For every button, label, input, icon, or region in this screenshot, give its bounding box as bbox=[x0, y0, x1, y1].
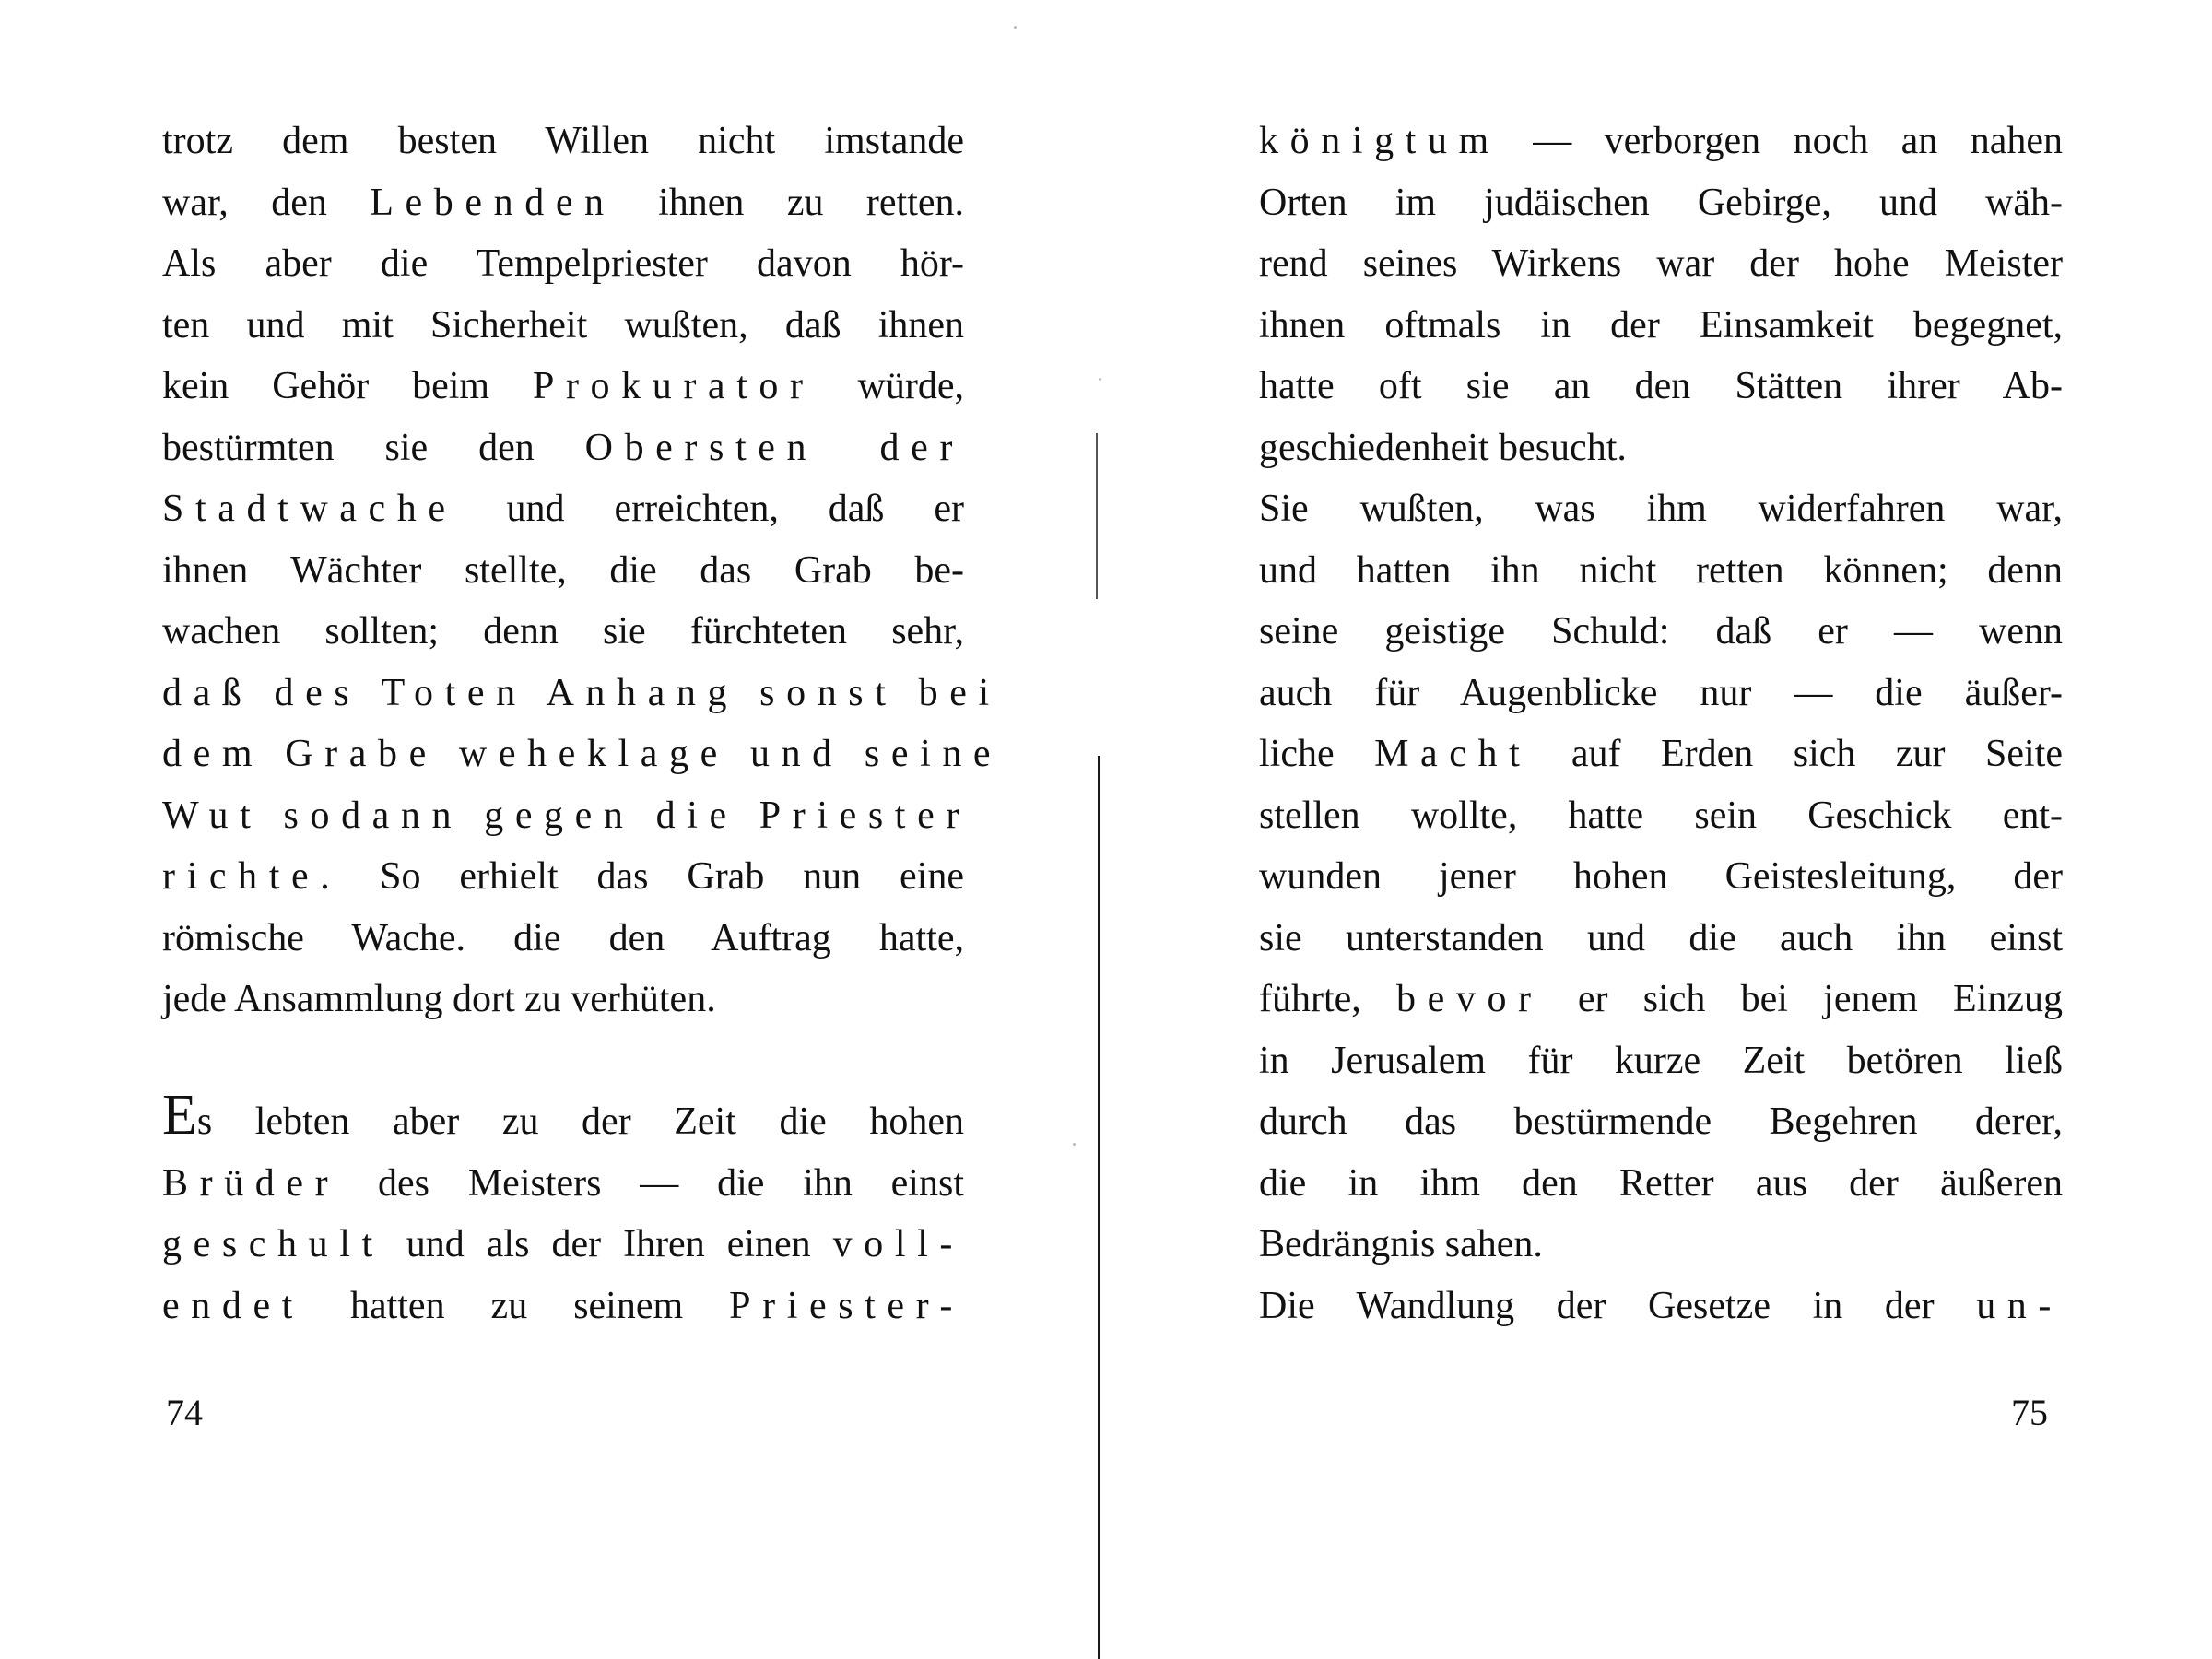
text-line bbox=[1259, 418, 2063, 479]
text-line bbox=[1259, 846, 2063, 908]
text-line bbox=[1259, 1030, 2063, 1092]
text-segment: die in ihm den Retter aus der äußeren bbox=[1259, 1161, 2063, 1205]
text-segment: ihnen zu retten. bbox=[615, 181, 965, 224]
text-segment: Die Wandlung der Gesetze in der bbox=[1259, 1284, 1977, 1327]
text-segment: stellen wollte, hatte sein Geschick ent- bbox=[1259, 794, 2063, 837]
text-segment: trotz dem besten Willen nicht imstande bbox=[162, 120, 964, 162]
spaced-emphasis: geschult bbox=[162, 1223, 384, 1265]
spaced-emphasis: bevor bbox=[1396, 978, 1543, 1020]
text-segment: rend seines Wirkens war der hohe Meister bbox=[1259, 242, 2063, 285]
gutter-shadow-upper bbox=[1096, 433, 1098, 599]
text-line bbox=[1259, 233, 2063, 295]
gutter-shadow-lower bbox=[1098, 756, 1100, 1659]
text-segment: bestürmten sie den bbox=[162, 426, 585, 469]
text-line bbox=[162, 111, 964, 172]
text-segment: des Meisters — die ihn einst bbox=[339, 1161, 964, 1205]
right-page-number: 75 bbox=[2011, 1392, 2048, 1433]
text-line bbox=[162, 908, 964, 970]
text-segment: Orten im judäischen Gebirge, und wäh- bbox=[1259, 181, 2063, 224]
spaced-emphasis: daß des Toten Anhang sonst bei bbox=[162, 671, 1001, 714]
text-segment: wachen sollten; denn sie fürchteten sehr, bbox=[162, 610, 964, 653]
text-segment: ihnen oftmals in der Einsamkeit begegnet, bbox=[1259, 303, 2063, 347]
spaced-emphasis: endet bbox=[162, 1284, 304, 1327]
spaced-emphasis: voll- bbox=[832, 1223, 964, 1265]
text-segment: hatte oft sie an den Stätten ihrer Ab- bbox=[1259, 365, 2063, 407]
text-line bbox=[1259, 295, 2063, 357]
text-segment: liche bbox=[1259, 733, 1375, 775]
spaced-emphasis: Stadtwache bbox=[162, 488, 457, 530]
spaced-emphasis: Macht bbox=[1374, 733, 1532, 775]
scan-speck bbox=[1073, 1143, 1076, 1146]
text-line bbox=[162, 785, 971, 847]
text-line bbox=[1259, 785, 2063, 847]
spaced-emphasis: Lebenden bbox=[370, 181, 616, 224]
text-segment: römische Wache. die den Auftrag hatte, bbox=[162, 916, 964, 959]
spaced-emphasis: Obersten der bbox=[584, 426, 964, 469]
text-segment: auch für Augenblicke nur — die äußer- bbox=[1259, 671, 2063, 714]
text-segment: führte, bbox=[1259, 978, 1397, 1020]
text-line bbox=[162, 233, 964, 295]
text-segment: sie unterstanden und die auch ihn einst bbox=[1259, 916, 2063, 959]
text-segment: und hatten ihn nicht retten können; denn bbox=[1259, 548, 2063, 592]
text-line bbox=[1259, 724, 2063, 785]
text-line bbox=[1259, 601, 2063, 663]
left-page-number: 74 bbox=[166, 1392, 203, 1433]
spaced-emphasis: Brüder bbox=[162, 1161, 340, 1205]
text-line bbox=[162, 356, 964, 418]
text-segment: Bedrängnis sahen. bbox=[1259, 1223, 1543, 1265]
text-line bbox=[1259, 540, 2063, 602]
text-line bbox=[162, 601, 964, 663]
drop-capital: E bbox=[162, 1084, 197, 1147]
text-segment: geschiedenheit besucht. bbox=[1259, 426, 1627, 469]
text-segment: hatten zu seinem bbox=[303, 1284, 730, 1327]
text-segment: würde, bbox=[814, 365, 964, 407]
spaced-emphasis: richte. bbox=[162, 855, 342, 898]
text-segment: kein Gehör beim bbox=[162, 365, 533, 407]
text-segment: Sie wußten, was ihm widerfahren war, bbox=[1259, 488, 2063, 530]
text-segment: ten und mit Sicherheit wußten, daß ihnen bbox=[162, 303, 964, 347]
spaced-emphasis: Priester- bbox=[729, 1284, 964, 1327]
text-segment: auf Erden sich zur Seite bbox=[1531, 733, 2063, 775]
text-segment: in Jerusalem für kurze Zeit betören ließ bbox=[1259, 1039, 2063, 1082]
text-segment: So erhielt das Grab nun eine bbox=[341, 855, 964, 898]
spaced-emphasis: Wut sodann gegen die Priester bbox=[162, 794, 971, 837]
text-segment: Als aber die Tempelpriester davon hör- bbox=[162, 242, 964, 285]
right-page-text bbox=[1259, 111, 2063, 1336]
text-line bbox=[162, 478, 964, 540]
text-segment: jede Ansammlung dort zu verhüten. bbox=[162, 978, 716, 1020]
text-line bbox=[1259, 478, 2063, 540]
text-line bbox=[1259, 356, 2063, 418]
text-line bbox=[162, 1084, 964, 1153]
text-line bbox=[162, 172, 964, 234]
spaced-emphasis: un- bbox=[1976, 1284, 2063, 1327]
text-segment: war, den bbox=[162, 181, 371, 224]
text-segment: er sich bei jenem Einzug bbox=[1542, 978, 2063, 1020]
text-segment: und erreichten, daß er bbox=[456, 488, 964, 530]
text-segment: wunden jener hohen Geistesleitung, der bbox=[1259, 855, 2063, 898]
text-segment: — verborgen noch an nahen bbox=[1500, 120, 2063, 162]
text-line bbox=[162, 295, 964, 357]
text-line bbox=[1259, 1276, 2063, 1337]
spaced-emphasis: dem Grabe weheklage und seine bbox=[162, 733, 1003, 775]
text-line bbox=[162, 1214, 964, 1276]
text-segment: und als der Ihren einen bbox=[383, 1223, 833, 1265]
text-line bbox=[162, 418, 964, 479]
text-segment: seine geistige Schuld: daß er — wenn bbox=[1259, 610, 2063, 653]
text-line bbox=[1259, 1153, 2063, 1215]
text-line bbox=[162, 1153, 964, 1215]
text-line bbox=[1259, 663, 2063, 724]
scan-speck bbox=[1099, 378, 1101, 381]
text-line bbox=[1259, 1091, 2063, 1153]
text-line bbox=[1259, 908, 2063, 970]
text-segment: ihnen Wächter stellte, die das Grab be- bbox=[162, 548, 964, 592]
scan-speck bbox=[1014, 26, 1017, 29]
text-line bbox=[162, 1276, 964, 1337]
text-line bbox=[1259, 172, 2063, 234]
text-line bbox=[162, 724, 1003, 785]
text-segment: durch das bestürmende Begehren derer, bbox=[1259, 1100, 2063, 1143]
text-line bbox=[1259, 1214, 2063, 1276]
spaced-emphasis: königtum bbox=[1259, 120, 1500, 162]
text-line bbox=[162, 969, 964, 1030]
paragraph-gap bbox=[162, 1030, 964, 1092]
text-line bbox=[162, 663, 1001, 724]
text-segment: s lebten aber zu der Zeit die hohen bbox=[196, 1100, 964, 1143]
spaced-emphasis: Prokurator bbox=[532, 365, 815, 407]
text-line bbox=[162, 540, 964, 602]
text-line bbox=[162, 846, 964, 908]
text-line bbox=[1259, 111, 2063, 172]
text-line bbox=[1259, 969, 2063, 1030]
left-page-text bbox=[162, 111, 1003, 1336]
